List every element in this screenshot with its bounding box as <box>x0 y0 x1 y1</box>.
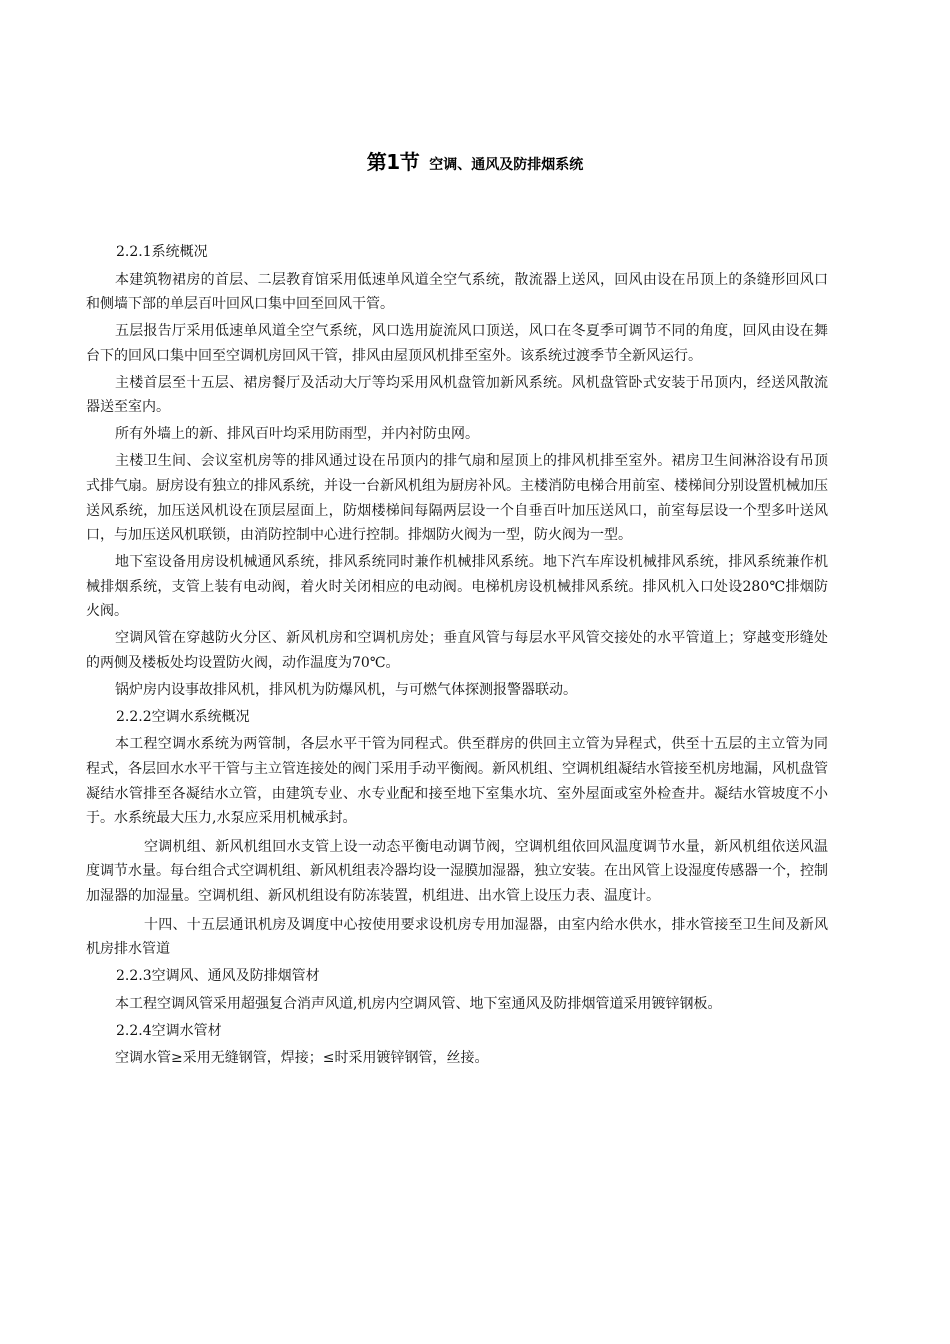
paragraph: 锅炉房内设事故排风机，排风机为防爆风机，与可燃气体探测报警器联动。 <box>115 681 577 698</box>
paragraph: 本建筑物裙房的首层、二层教育馆采用低速单风道全空气系统，散流器上送风，回风由设在吊顶上的条缝形回风口和侧墙下部的单层百叶回风口集中回至回风干管。 <box>86 271 828 313</box>
section-number: 第1节 <box>366 150 420 174</box>
paragraph: 空调机组、新风机组回水支管上设一动态平衡电动调节阀，空调机组依回风温度调节水量，新风机组依送风温度调节水量。每台组合式空调机组、新风机组表冷器均设一湿膜加湿器，独立安装。在出风管上设湿度传感器一个，控制加湿器的加湿量。空调机组、新风机组设有防冻装置，机组进、出水管上设压力表、温度计。 <box>86 838 828 904</box>
paragraph: 地下室设备用房设机械通风系统，排风系统同时兼作机械排风系统。地下汽车库设机械排风系统，排风系统兼作机械排烟系统，支管上装有电动阀，着火时关闭相应的电动阀。电梯机房设机械排风系统。排风机入口处设280℃排烟防火阀。 <box>86 554 828 620</box>
paragraph: 十四、十五层通讯机房及调度中心按使用要求设机房专用加湿器，由室内给水供水，排水管接至卫生间及新风机房排水管道 <box>86 916 828 958</box>
subsection-heading: 2.2.2空调水系统概况 <box>116 708 250 725</box>
paragraph: 空调风管在穿越防火分区、新风机房和空调机房处；垂直风管与每层水平风管交接处的水平管道上；穿越变形缝处的两侧及楼板处均设置防火阀，动作温度为70℃。 <box>86 630 828 671</box>
paragraph: 主楼卫生间、会议室机房等的排风通过设在吊顶内的排气扇和屋顶上的排风机排至室外。裙房卫生间淋浴设有吊顶式排气扇。厨房设有独立的排风系统，并设一台新风机组为厨房补风。主楼消防电梯合用前室、楼梯间分别设置机械加压送风系统，加压送风机设在顶层屋面上，防烟楼梯间每隔两层设一个自垂百叶加压送风口，前室每层设一个型多叶送风口，与加压送风机联锁，由消防控制中心进行控制。排烟防火阀为一型，防火阀为一型。 <box>86 453 828 544</box>
section-title <box>0 146 950 175</box>
paragraph: 所有外墙上的新、排风百叶均采用防雨型，并内衬防虫网。 <box>115 426 479 443</box>
paragraph: 五层报告厅采用低速单风道全空气系统，风口选用旋流风口顶送，风口在冬夏季可调节不同的角度，回风由设在舞台下的回风口集中回至空调机房回风干管，排风由屋顶风机排至室外。该系统过渡季节全新风运行。 <box>86 323 828 364</box>
paragraph: 主楼首层至十五层、裙房餐厅及活动大厅等均采用风机盘管加新风系统。风机盘管卧式安装于吊顶内，经送风散流器送至室内。 <box>86 374 828 416</box>
paragraph: 空调水管≥采用无缝钢管，焊接；≤时采用镀锌钢管，丝接。 <box>115 1050 489 1067</box>
paragraph: 本工程空调风管采用超强复合消声风道,机房内空调风管、地下室通风及防排烟管道采用镀锌钢板。 <box>115 995 722 1012</box>
document-body <box>86 240 828 1073</box>
paragraph: 本工程空调水系统为两管制，各层水平干管为同程式。供至群房的供回主立管为异程式，供至十五层的主立管为同程式，各层回水水平干管与主立管连接处的阀门采用手动平衡阀。新风机组、空调机组凝结水管接至机房地漏，风机盘管凝结水管排至各凝结水立管，由建筑专业、水专业配和接至地下室集水坑、室外屋面或室外检查井。凝结水管坡度不小于。水系统最大压力,水泵应采用机械承封。 <box>86 736 828 827</box>
section-title-text: 空调、通风及防排烟系统 <box>429 157 584 173</box>
subsection-heading: 2.2.3空调风、通风及防排烟管材 <box>116 968 320 985</box>
subsection-heading: 2.2.4空调水管材 <box>116 1022 222 1039</box>
subsection-heading: 2.2.1系统概况 <box>116 244 208 260</box>
